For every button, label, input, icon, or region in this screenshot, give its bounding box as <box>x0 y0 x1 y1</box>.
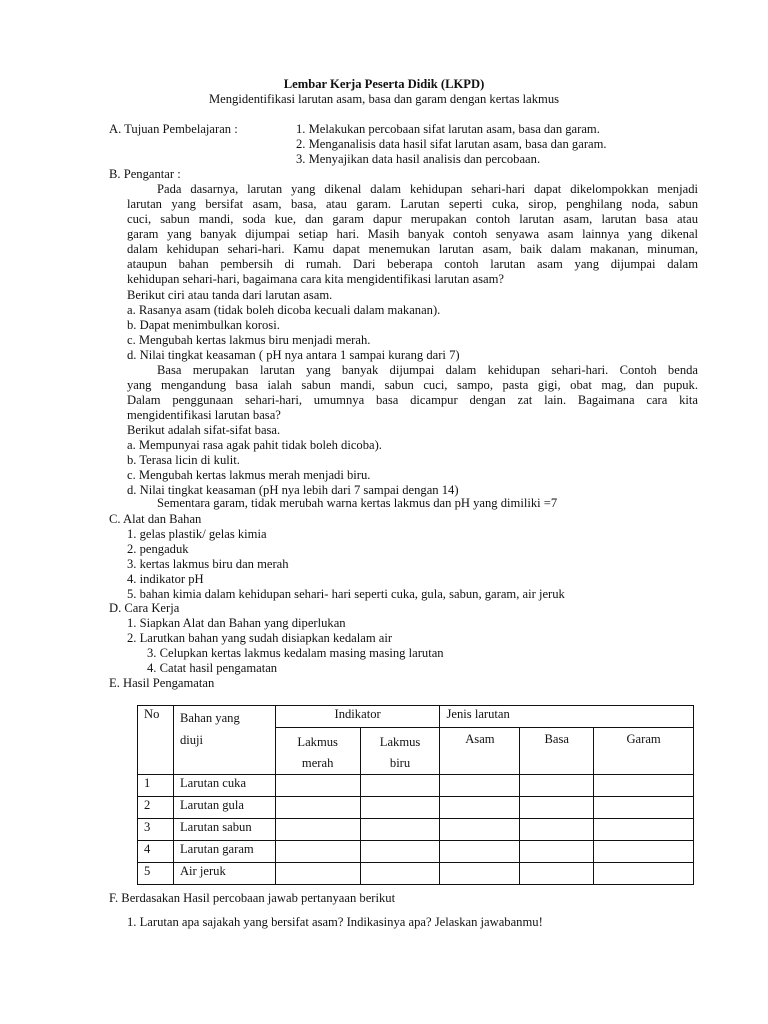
material-item: 2. pengaduk <box>127 542 189 556</box>
document-title: Lembar Kerja Peserta Didik (LKPD) <box>283 77 485 91</box>
header-garam: Garam <box>594 728 694 775</box>
paragraph-line: Basa merupakan larutan yang banyak dijumpai dalam kehidupan sehari-hari. Contoh benda <box>157 363 698 377</box>
cell-lakmus-merah[interactable] <box>275 797 360 819</box>
base-trait: d. Nilai tingkat keasaman (pH nya lebih dari 7 sampai dengan 14) <box>127 483 459 497</box>
header-bahan-line2: diuji <box>179 733 204 747</box>
cell-basa[interactable] <box>520 819 594 841</box>
header-asam: Asam <box>440 728 520 775</box>
procedure-step: 1. Siapkan Alat dan Bahan yang diperlukan <box>127 616 346 630</box>
cell-lakmus-merah[interactable] <box>275 775 360 797</box>
cell-garam[interactable] <box>594 819 694 841</box>
header-lakmus-merah-line1: Lakmus <box>297 735 338 749</box>
cell-no: 4 <box>138 841 174 863</box>
header-basa: Basa <box>520 728 594 775</box>
cell-bahan: Larutan garam <box>173 841 275 863</box>
procedure-step: 2. Larutkan bahan yang sudah disiapkan kedalam air <box>127 631 393 645</box>
paragraph-line: garam yang banyak dijumpai setiap hari. Masih banyak contoh senyawa asam lainnya yang dikenal <box>127 227 698 241</box>
cell-asam[interactable] <box>440 841 520 863</box>
cell-lakmus-merah[interactable] <box>275 819 360 841</box>
header-lakmus-biru-line1: Lakmus <box>379 735 421 749</box>
cell-bahan: Larutan sabun <box>173 819 275 841</box>
document-subtitle: Mengidentifikasi larutan asam, basa dan garam dengan kertas lakmus <box>208 92 560 106</box>
salt-note: Sementara garam, tidak merubah warna kertas lakmus dan pH yang dimiliki =7 <box>157 496 558 510</box>
paragraph-line: dalam kehidupan sehari-hari. Kamu dapat menemukan larutan asam, baik dalam makanan, minuman, <box>127 242 698 256</box>
base-trait: a. Mempunyai rasa agak pahit tidak boleh dicoba). <box>127 438 382 452</box>
base-trait: c. Mengubah kertas lakmus merah menjadi biru. <box>127 468 371 482</box>
paragraph-line: cuci, sabun mandi, soda kue, dan garam dapur merupakan contoh larutan asam, larutan basa atau <box>127 212 698 226</box>
material-item: 4. indikator pH <box>127 572 204 586</box>
cell-no: 1 <box>138 775 174 797</box>
section-a-label: A. Tujuan Pembelajaran : <box>109 122 238 136</box>
section-c-label: C. Alat dan Bahan <box>109 512 202 526</box>
observation-table <box>137 705 694 885</box>
cell-bahan: Larutan cuka <box>173 775 275 797</box>
cell-garam[interactable] <box>594 775 694 797</box>
table-row <box>138 863 694 885</box>
material-item: 1. gelas plastik/ gelas kimia <box>127 527 267 541</box>
section-f-label: F. Berdasakan Hasil percobaan jawab pertanyaan berikut <box>109 891 396 905</box>
section-e-label: E. Hasil Pengamatan <box>109 676 215 690</box>
header-lakmus-merah-line2: merah <box>301 756 334 770</box>
cell-lakmus-biru[interactable] <box>360 797 440 819</box>
paragraph-line: Pada dasarnya, larutan yang dikenal dalam kehidupan sehari-hari dapat dikelompokkan menjadi <box>157 182 698 196</box>
cell-basa[interactable] <box>520 775 594 797</box>
base-intro: Berikut adalah sifat-sifat basa. <box>127 423 281 437</box>
cell-basa[interactable] <box>520 797 594 819</box>
question-item: 1. Larutan apa sajakah yang bersifat asam? Indikasinya apa? Jelaskan jawabanmu! <box>127 915 543 929</box>
cell-lakmus-merah[interactable] <box>275 863 360 885</box>
header-bahan <box>173 706 275 775</box>
procedure-step: 4. Catat hasil pengamatan <box>147 661 278 675</box>
table-row <box>138 775 694 797</box>
header-lakmus-merah <box>275 728 360 775</box>
base-trait: b. Terasa licin di kulit. <box>127 453 240 467</box>
cell-lakmus-merah[interactable] <box>275 841 360 863</box>
cell-asam[interactable] <box>440 775 520 797</box>
cell-garam[interactable] <box>594 841 694 863</box>
header-no: No <box>138 706 174 775</box>
cell-lakmus-biru[interactable] <box>360 775 440 797</box>
cell-no: 3 <box>138 819 174 841</box>
paragraph-line: ataupun bahan pembersih di rumah. Dari beberapa contoh larutan asam yang dijumpai dalam <box>127 257 698 271</box>
header-indikator: Indikator <box>275 706 440 728</box>
table-row <box>138 797 694 819</box>
paragraph-line: yang mengandung basa ialah sabun mandi, sabun cuci, sampo, pasta gigi, obat mag, dan pupuk. <box>127 378 698 392</box>
header-lakmus-biru <box>360 728 440 775</box>
cell-asam[interactable] <box>440 819 520 841</box>
cell-lakmus-biru[interactable] <box>360 841 440 863</box>
acid-trait: a. Rasanya asam (tidak boleh dicoba kecuali dalam makanan). <box>127 303 441 317</box>
section-d-label: D. Cara Kerja <box>109 601 180 615</box>
cell-no: 5 <box>138 863 174 885</box>
table-row <box>138 841 694 863</box>
cell-garam[interactable] <box>594 797 694 819</box>
material-item: 5. bahan kimia dalam kehidupan sehari- hari seperti cuka, gula, sabun, garam, air jeruk <box>127 587 565 601</box>
header-bahan-line1: Bahan yang <box>179 711 240 725</box>
cell-asam[interactable] <box>440 797 520 819</box>
table-row <box>138 819 694 841</box>
cell-lakmus-biru[interactable] <box>360 819 440 841</box>
cell-no: 2 <box>138 797 174 819</box>
acid-trait: b. Dapat menimbulkan korosi. <box>127 318 280 332</box>
cell-basa[interactable] <box>520 863 594 885</box>
objective-item: 1. Melakukan percobaan sifat larutan asam, basa dan garam. <box>296 122 600 136</box>
cell-garam[interactable] <box>594 863 694 885</box>
paragraph-line: kehidupan sehari-hari, bagaimana cara kita mengidentifikasi larutan asam? <box>127 272 504 286</box>
header-jenis-larutan: Jenis larutan <box>440 706 694 728</box>
acid-trait: c. Mengubah kertas lakmus biru menjadi merah. <box>127 333 371 347</box>
cell-bahan: Larutan gula <box>173 797 275 819</box>
procedure-step: 3. Celupkan kertas lakmus kedalam masing masing larutan <box>147 646 444 660</box>
material-item: 3. kertas lakmus biru dan merah <box>127 557 289 571</box>
acid-intro: Berikut ciri atau tanda dari larutan asam. <box>127 288 333 302</box>
section-b-label: B. Pengantar : <box>109 167 181 181</box>
objective-item: 2. Menganalisis data hasil sifat larutan asam, basa dan garam. <box>296 137 607 151</box>
paragraph-line: Dalam penggunaan sehari-hari, umumnya basa dicampur dengan zat lain. Bagaimana cara kita <box>127 393 698 407</box>
cell-asam[interactable] <box>440 863 520 885</box>
objective-item: 3. Menyajikan data hasil analisis dan percobaan. <box>296 152 541 166</box>
paragraph-line: larutan yang bersifat asam, basa, atau garam. Larutan seperti cuka, sirop, penghilang noda, sabun <box>127 197 698 211</box>
cell-lakmus-biru[interactable] <box>360 863 440 885</box>
header-lakmus-biru-line2: biru <box>389 756 411 770</box>
paragraph-line: mengidentifikasi larutan basa? <box>127 408 281 422</box>
acid-trait: d. Nilai tingkat keasaman ( pH nya antara 1 sampai kurang dari 7) <box>127 348 460 362</box>
cell-basa[interactable] <box>520 841 594 863</box>
cell-bahan: Air jeruk <box>173 863 275 885</box>
